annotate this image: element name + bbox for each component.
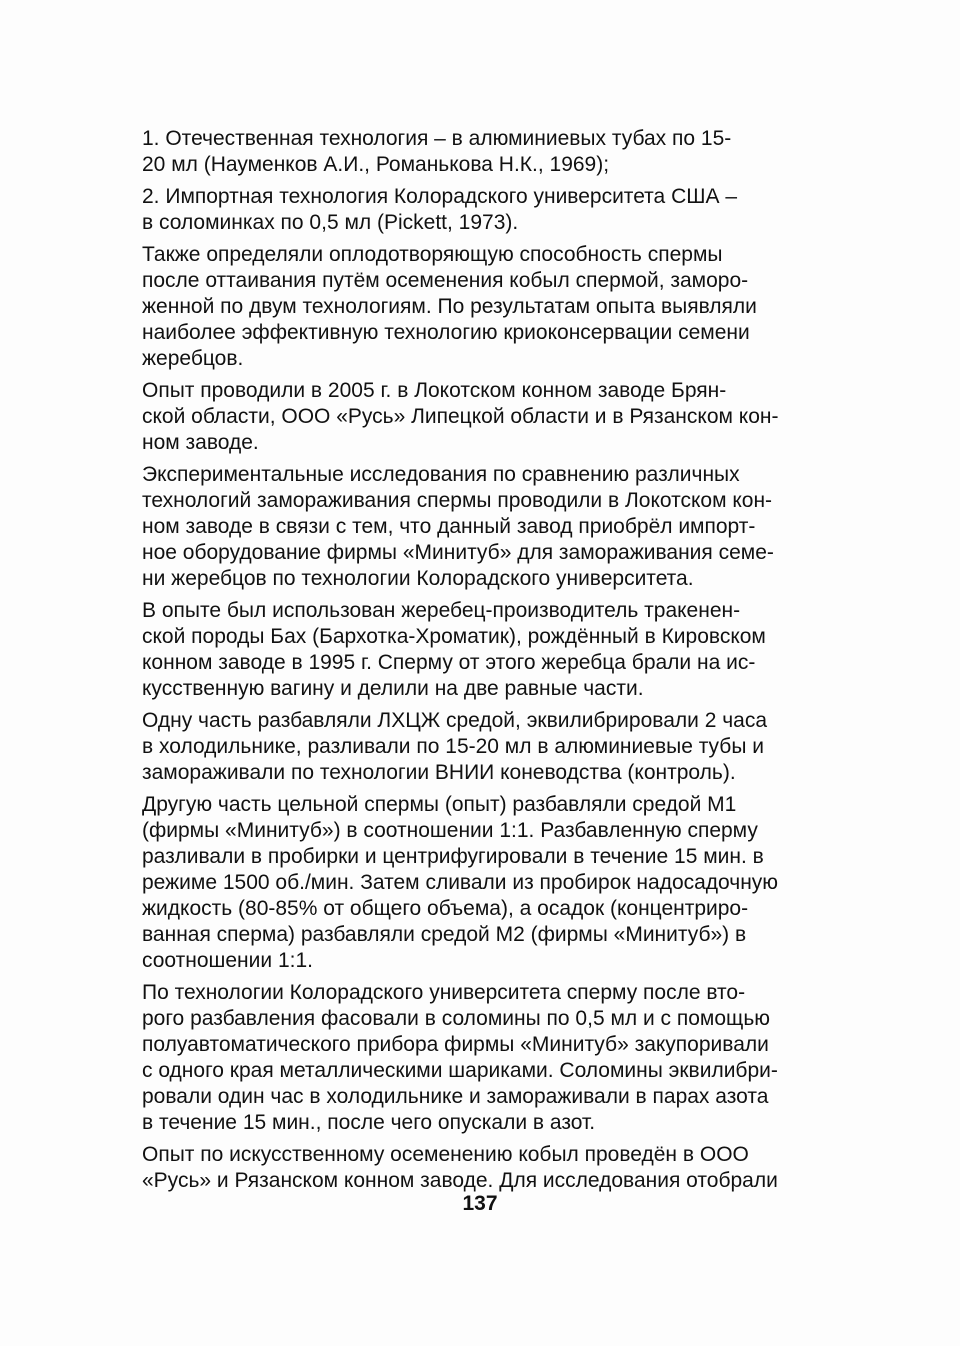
text-line: с одного края металлическими шариками. Соломины эквилибри- [142,1059,778,1082]
text-line: 2. Импортная технология Колорадского университета США – [142,185,738,208]
text-line: Опыт по искусственному осеменению кобыл проведён в ООО [142,1143,749,1166]
paragraph-5 [108,462,814,592]
text-line: ном заводе. [142,431,259,454]
text-line: В опыте был использован жеребец-производитель тракенен- [142,599,741,622]
text-line: (фирмы «Минитуб») в соотношении 1:1. Разбавленную сперму [142,819,758,842]
text-line: технологий замораживания спермы проводили в Локотском кон- [142,489,773,512]
text-line: жеребцов. [142,347,244,370]
text-line: Экспериментальные исследования по сравнению различных [142,463,740,486]
paragraph-3 [108,242,814,372]
text-line: ской области, ООО «Русь» Липецкой области и в Рязанском кон- [142,405,779,428]
text-line: в соломинках по 0,5 мл (Pickett, 1973). [142,211,519,234]
text-line: По технологии Колорадского университета сперму после вто- [142,981,746,1004]
text-line: Одну часть разбавляли ЛХЦЖ средой, эквилибрировали 2 часа [142,709,768,732]
paragraph-9 [108,980,814,1136]
text-line: женной по двум технологиям. По результатам опыта выявляли [142,295,757,318]
paragraph-4 [108,378,814,456]
text-line: режиме 1500 об./мин. Затем сливали из пробирок надосадочную [142,871,779,894]
paragraph-1 [108,126,814,178]
paragraph-10 [108,1142,814,1194]
text-line: соотношении 1:1. [142,949,313,972]
text-line: замораживали по технологии ВНИИ коневодства (контроль). [142,761,736,784]
page-number: 137 [462,1192,498,1215]
text-line: рого разбавления фасовали в соломины по 0,5 мл и с помощью [142,1007,771,1030]
text-line: Также определяли оплодотворяющую способность спермы [142,243,723,266]
paragraph-7 [108,708,814,786]
body-text [108,126,814,1200]
text-line: конном заводе в 1995 г. Сперму от этого жеребца брали на ис- [142,651,756,674]
text-line: ванная сперма) разбавляли средой М2 (фирмы «Минитуб») в [142,923,747,946]
text-line: Другую часть цельной спермы (опыт) разбавляли средой М1 [142,793,737,816]
paragraph-2 [108,184,814,236]
text-line: наиболее эффективную технологию криоконсервации семени [142,321,750,344]
text-line: Опыт проводили в 2005 г. в Локотском конном заводе Брян- [142,379,727,402]
text-line: ное оборудование фирмы «Минитуб» для замораживания семе- [142,541,774,564]
paragraph-8 [108,792,814,974]
text-line: 20 мл (Науменков А.И., Романькова Н.К., 1969); [142,153,610,176]
paragraph-6 [108,598,814,702]
text-line: после оттаивания путём осеменения кобыл спермой, заморо- [142,269,749,292]
text-line: в течение 15 мин., после чего опускали в азот. [142,1111,596,1134]
text-line: ном заводе в связи с тем, что данный завод приобрёл импорт- [142,515,756,538]
text-line: «Русь» и Рязанском конном заводе. Для исследования отобрали [142,1169,778,1192]
text-line: разливали в пробирки и центрифугировали в течение 15 мин. в [142,845,764,868]
text-line: ни жеребцов по технологии Колорадского университета. [142,567,694,590]
text-line: ской породы Бах (Бархотка-Хроматик), рождённый в Кировском [142,625,766,648]
text-line: 1. Отечественная технология – в алюминиевых тубах по 15- [142,127,732,150]
text-line: ровали один час в холодильнике и замораживали в парах азота [142,1085,769,1108]
text-line: в холодильнике, разливали по 15-20 мл в алюминиевые тубы и [142,735,764,758]
text-line: жидкость (80-85% от общего объема), а осадок (концентриро- [142,897,749,920]
text-line: полуавтоматического прибора фирмы «Минитуб» закупоривали [142,1033,769,1056]
text-line: кусственную вагину и делили на две равные части. [142,677,644,700]
